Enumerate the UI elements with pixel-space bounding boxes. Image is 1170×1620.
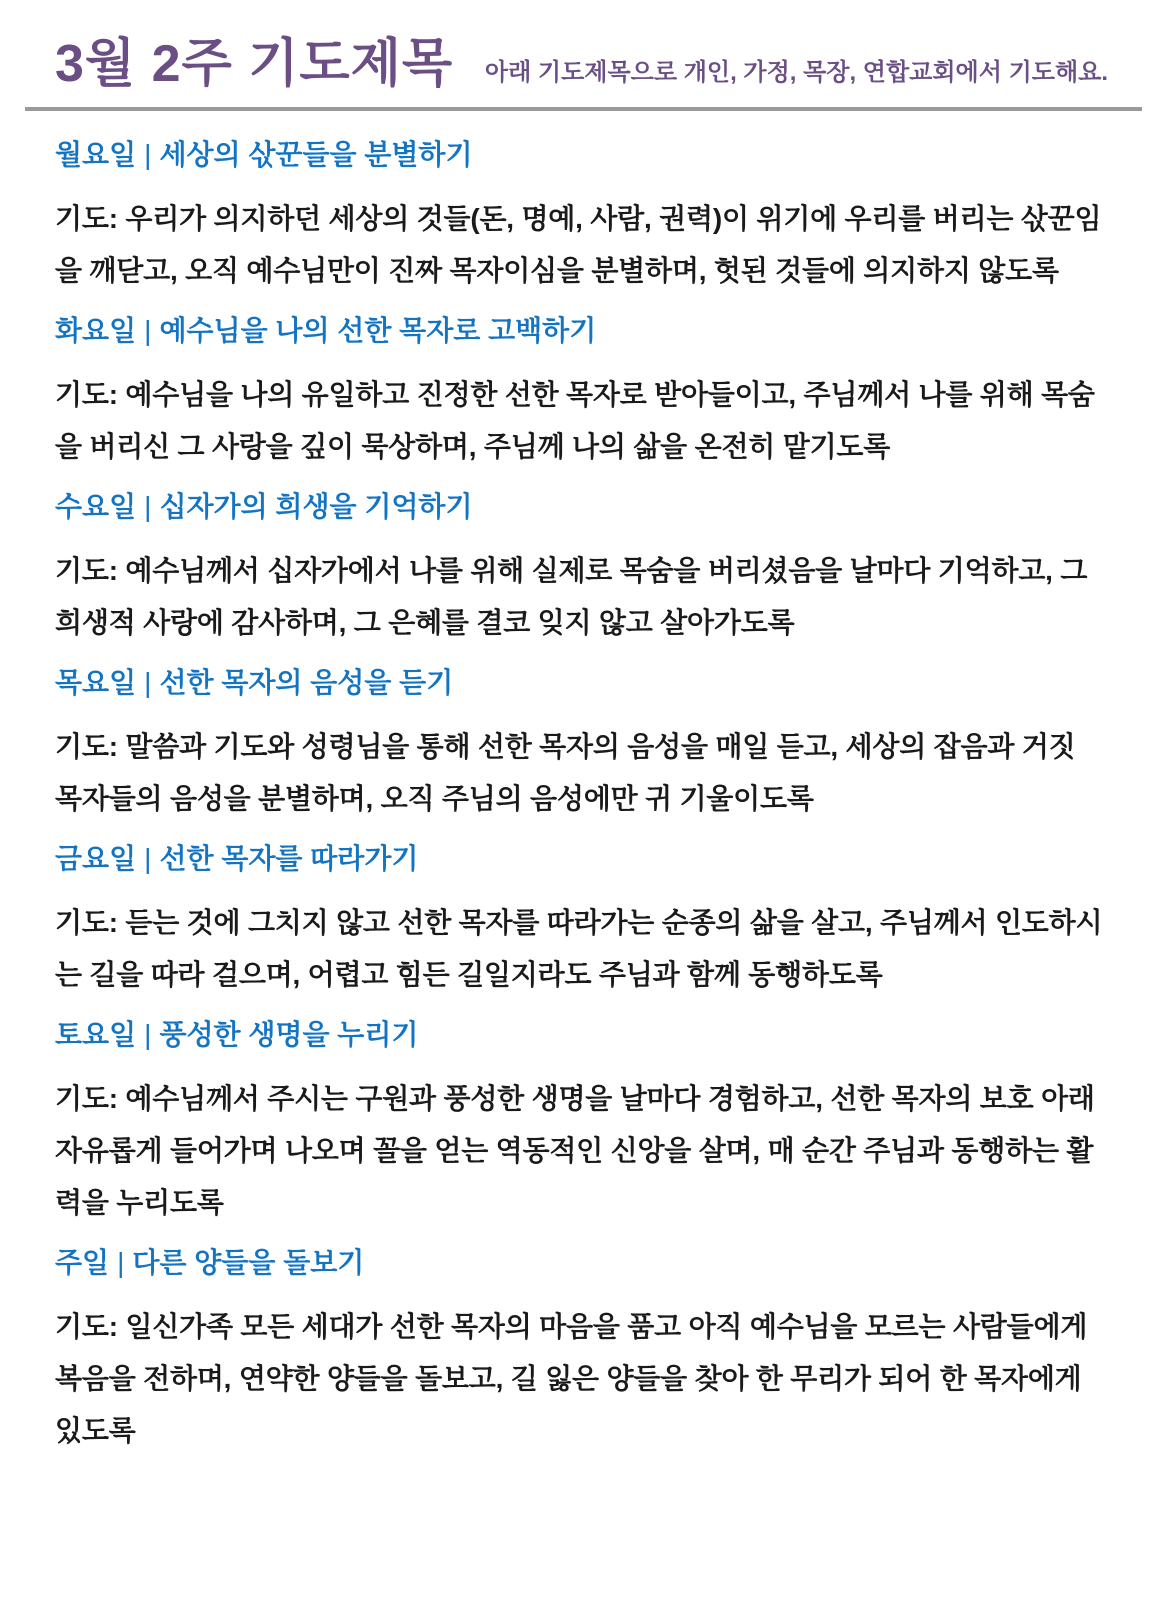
heading-separator: | bbox=[144, 315, 152, 347]
page-subtitle: 아래 기도제목으로 개인, 가정, 목장, 연합교회에서 기도해요. bbox=[484, 59, 1108, 87]
section-heading bbox=[55, 1021, 1105, 1049]
day-label: 화요일 bbox=[55, 315, 137, 347]
section-heading bbox=[55, 493, 1105, 521]
section-heading bbox=[55, 317, 1105, 345]
prayer-section-sunday bbox=[55, 1249, 1105, 1457]
prayer-section-saturday bbox=[55, 1021, 1105, 1229]
heading-separator: | bbox=[144, 667, 152, 699]
heading-separator: | bbox=[144, 843, 152, 875]
topic-label: 선한 목자를 따라가기 bbox=[159, 843, 419, 875]
prayer-section-friday bbox=[55, 845, 1105, 1001]
prayer-section-monday bbox=[55, 141, 1105, 297]
prayer-text: 기도: 우리가 의지하던 세상의 것들(돈, 명예, 사람, 권력)이 위기에 우리를 버리는 삯꾼임을 깨닫고, 오직 예수님만이 진짜 목자이심을 분별하며, 헛된 것들에 의지하지 않도록 bbox=[55, 203, 1102, 287]
section-heading bbox=[55, 845, 1105, 873]
topic-label: 다른 양들을 돌보기 bbox=[132, 1247, 365, 1279]
section-heading bbox=[55, 669, 1105, 697]
prayer-text: 기도: 예수님께서 십자가에서 나를 위해 실제로 목숨을 버리셨음을 날마다 기억하고, 그 희생적 사랑에 감사하며, 그 은혜를 결코 잊지 않고 살아가도록 bbox=[55, 555, 1088, 639]
heading-separator: | bbox=[144, 1019, 152, 1051]
prayer-text: 기도: 말씀과 기도와 성령님을 통해 선한 목자의 음성을 매일 듣고, 세상의 잡음과 거짓 목자들의 음성을 분별하며, 오직 주님의 음성에만 귀 기울이도록 bbox=[55, 731, 1076, 815]
heading-separator: | bbox=[144, 491, 152, 523]
topic-label: 예수님을 나의 선한 목자로 고백하기 bbox=[159, 315, 597, 347]
prayer-text: 기도: 예수님을 나의 유일하고 진정한 선한 목자로 받아들이고, 주님께서 나를 위해 목숨을 버리신 그 사랑을 깊이 묵상하며, 주님께 나의 삶을 온전히 맡기도록 bbox=[55, 379, 1095, 463]
topic-label: 십자가의 희생을 기억하기 bbox=[159, 491, 473, 523]
prayer-text: 기도: 일신가족 모든 세대가 선한 목자의 마음을 품고 아직 예수님을 모르는 사람들에게 복음을 전하며, 연약한 양들을 돌보고, 길 잃은 양들을 찾아 한 무리가 되어 한 목자에게 있도록 bbox=[55, 1311, 1088, 1447]
day-label: 주일 bbox=[55, 1247, 110, 1279]
day-label: 월요일 bbox=[55, 139, 137, 171]
day-label: 목요일 bbox=[55, 667, 137, 699]
section-heading bbox=[55, 141, 1105, 169]
topic-label: 선한 목자의 음성을 듣기 bbox=[159, 667, 454, 699]
day-label: 금요일 bbox=[55, 843, 137, 875]
section-heading bbox=[55, 1249, 1105, 1277]
prayer-section-thursday bbox=[55, 669, 1105, 825]
topic-label: 풍성한 생명을 누리기 bbox=[159, 1019, 419, 1051]
prayer-section-wednesday bbox=[55, 493, 1105, 649]
prayer-text: 기도: 듣는 것에 그치지 않고 선한 목자를 따라가는 순종의 삶을 살고, 주님께서 인도하시는 길을 따라 걸으며, 어렵고 힘든 길일지라도 주님과 함께 동행하도록 bbox=[55, 907, 1103, 991]
prayer-list bbox=[0, 111, 1170, 1457]
topic-label: 세상의 삯꾼들을 분별하기 bbox=[159, 139, 473, 171]
heading-separator: | bbox=[117, 1247, 125, 1279]
day-label: 수요일 bbox=[55, 491, 137, 523]
heading-separator: | bbox=[144, 139, 152, 171]
prayer-section-tuesday bbox=[55, 317, 1105, 473]
header bbox=[0, 0, 1170, 93]
prayer-text: 기도: 예수님께서 주시는 구원과 풍성한 생명을 날마다 경험하고, 선한 목자의 보호 아래 자유롭게 들어가며 나오며 꼴을 얻는 역동적인 신앙을 살며, 매 순간 주님과 동행하는 활력을 누리도록 bbox=[55, 1083, 1095, 1219]
page-title: 3월 2주 기도제목 bbox=[55, 35, 454, 93]
day-label: 토요일 bbox=[55, 1019, 137, 1051]
